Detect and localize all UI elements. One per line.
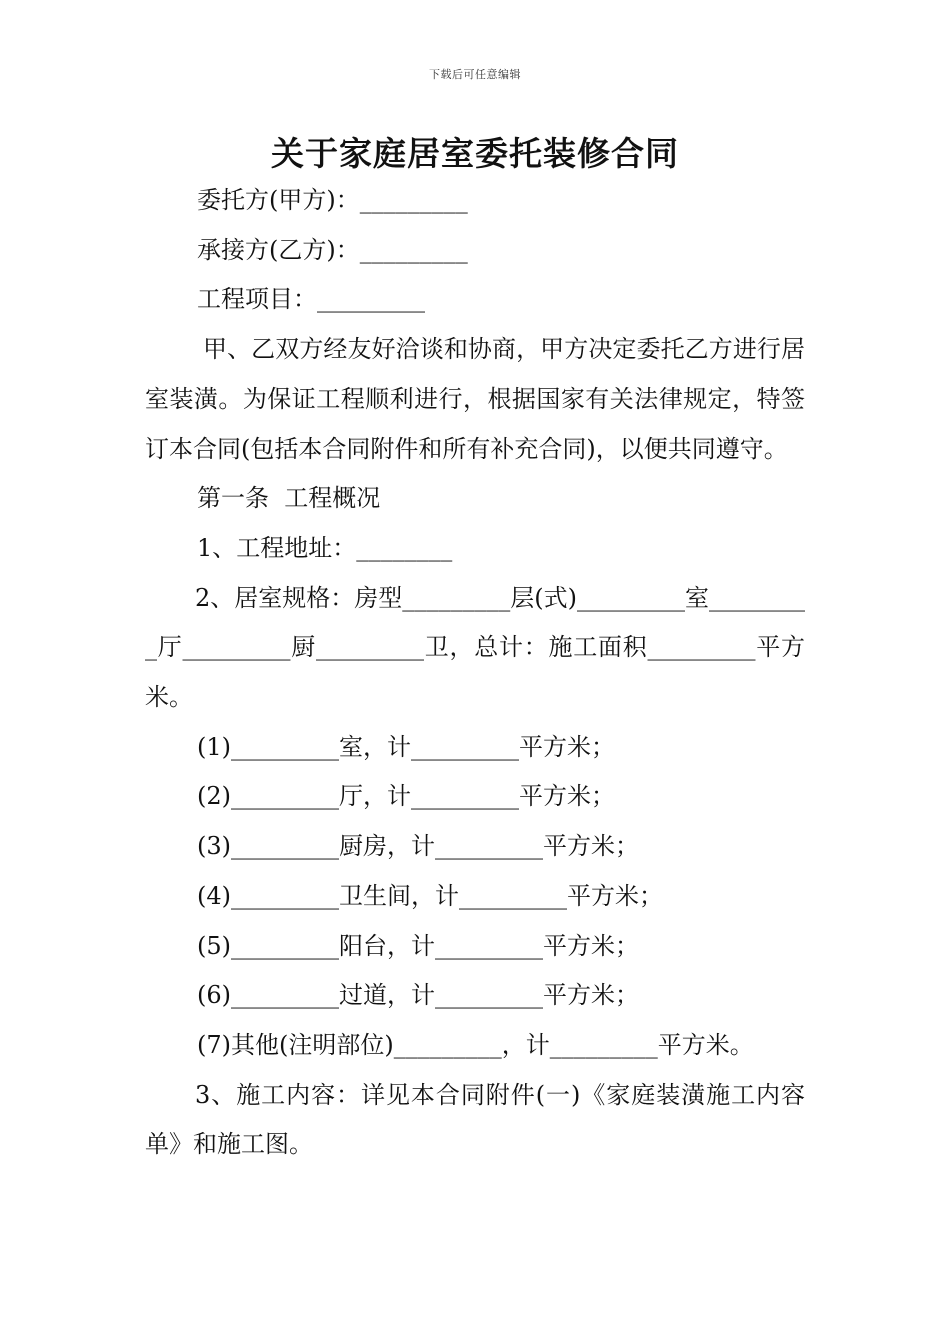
area-item-5: (5)_________阳台，计_________平方米； bbox=[197, 931, 639, 960]
article-one-heading: 第一条 工程概况 bbox=[197, 484, 381, 513]
document-body bbox=[145, 176, 805, 1170]
area-item-3: (3)_________厨房，计_________平方米； bbox=[197, 832, 639, 861]
page-header-note: 下载后可任意编辑 bbox=[429, 68, 521, 81]
project-address-line: 1、工程地址：________ bbox=[197, 533, 453, 562]
area-item-2: (2)_________厅，计_________平方米； bbox=[197, 782, 615, 811]
room-spec-paragraph: 2、居室规格：房型_________层(式)_________室_________厅_________厨_________卫，总计：施工面积_________平方米。 bbox=[145, 583, 805, 712]
area-item-6: (6)_________过道，计_________平方米； bbox=[197, 981, 639, 1010]
contractor-party-line: 承接方(乙方)：_________ bbox=[197, 235, 468, 264]
area-item-1: (1)_________室，计_________平方米； bbox=[197, 732, 615, 761]
area-item-4: (4)_________卫生间，计_________平方米； bbox=[197, 881, 663, 910]
construction-content-paragraph: 3、施工内容：详见本合同附件(一)《家庭装潢施工内容单》和施工图。 bbox=[145, 1080, 805, 1159]
project-line: 工程项目：_________ bbox=[197, 285, 425, 314]
document-title: 关于家庭居室委托装修合同 bbox=[271, 134, 679, 173]
area-item-7: (7)其他(注明部位)_________，计_________平方米。 bbox=[197, 1030, 754, 1059]
preamble-paragraph: 甲、乙双方经友好洽谈和协商，甲方决定委托乙方进行居室装潢。为保证工程顺利进行，根据国家有关法律规定，特签订本合同(包括本合同附件和所有补充合同)，以便共同遵守。 bbox=[145, 335, 805, 463]
client-party-line: 委托方(甲方)：_________ bbox=[197, 186, 468, 214]
